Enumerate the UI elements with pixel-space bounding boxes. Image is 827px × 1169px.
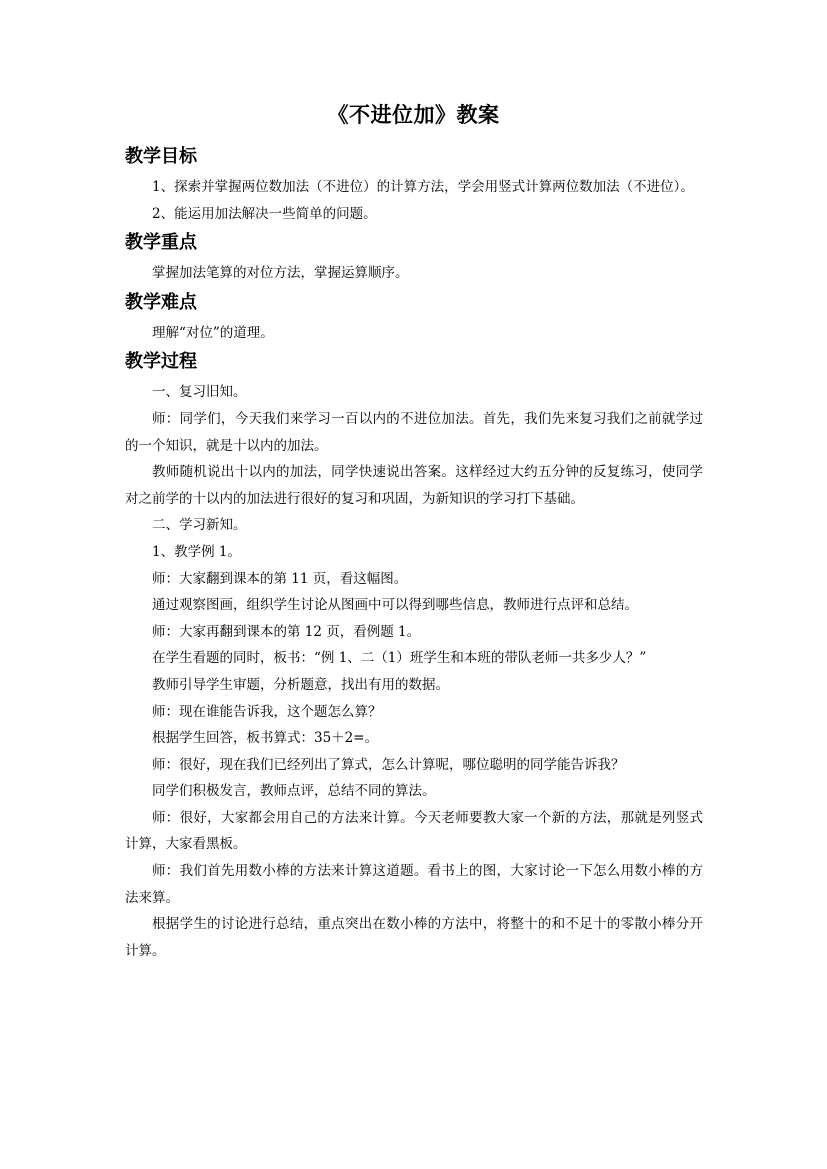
paragraph: 掌握加法笔算的对位方法，掌握运算顺序。 [152, 265, 409, 282]
paragraph: 师：现在谁能告诉我，这个题怎么算？ [152, 703, 382, 720]
paragraph: 根据学生回答，板书算式：35＋2=。 [152, 730, 379, 747]
paragraph: 师：很好，现在我们已经列出了算式，怎么计算呢，哪位聪明的同学能告诉我？ [152, 756, 625, 773]
paragraph: 通过观察图画，组织学生讨论从图画中可以得到哪些信息，教师进行点评和总结。 [152, 597, 638, 614]
section-difficulties [125, 292, 703, 347]
paragraph: 师：我们首先用数小棒的方法来计算这道题。看书上的图，大家讨论一下怎么用数小棒的方法来算。 [125, 863, 703, 906]
paragraph: 教师随机说出十以内的加法，同学快速说出答案。这样经过大约五分钟的反复练习，使同学对之前学的十以内的加法进行很好的复习和巩固，为新知识的学习打下基础。 [125, 464, 703, 507]
section-heading: 教学目标 [125, 146, 197, 167]
paragraph: 教师引导学生审题，分析题意，找出有用的数据。 [152, 676, 449, 693]
paragraph: 理解“对位”的道理。 [152, 324, 274, 341]
paragraph: 师：大家翻到课本的第 11 页，看这幅图。 [152, 570, 408, 587]
paragraph: 1、教学例 1。 [152, 543, 241, 560]
paragraph: 师：很好，大家都会用自己的方法来计算。今天老师要教大家一个新的方法，那就是列竖式计算，大家看黑板。 [125, 809, 703, 853]
document-title: 《不进位加》教案 [327, 103, 500, 127]
paragraph: 在学生看题的同时，板书：“例 1、二（1）班学生和本班的带队老师一共多少人？” [152, 650, 647, 667]
paragraph: 根据学生的讨论进行总结，重点突出在数小棒的方法中，将整十的和不足十的零散小棒分开计算。 [125, 916, 703, 959]
paragraph: 同学们积极发言，教师点评，总结不同的算法。 [152, 783, 436, 800]
document-body [125, 141, 703, 964]
paragraph: 一、复习旧知。 [152, 384, 247, 401]
paragraph: 1、探索并掌握两位数加法（不进位）的计算方法，学会用竖式计算两位数加法（不进位）。 [152, 179, 694, 195]
paragraph: 师：同学们，今天我们来学习一百以内的不进位加法。首先，我们先来复习我们之前就学过的一个知识，就是十以内的加法。 [125, 410, 703, 454]
section-teaching-process [125, 351, 703, 964]
section-teaching-goals [125, 146, 703, 227]
paragraph: 二、学习新知。 [152, 517, 247, 534]
section-heading: 教学难点 [125, 291, 197, 313]
section-heading: 教学重点 [125, 232, 197, 254]
section-heading: 教学过程 [125, 351, 197, 373]
paragraph: 2、能运用加法解决一些简单的问题。 [152, 205, 377, 222]
section-key-points [125, 232, 703, 287]
paragraph: 师：大家再翻到课本的第 12 页，看例题 1。 [152, 623, 421, 640]
